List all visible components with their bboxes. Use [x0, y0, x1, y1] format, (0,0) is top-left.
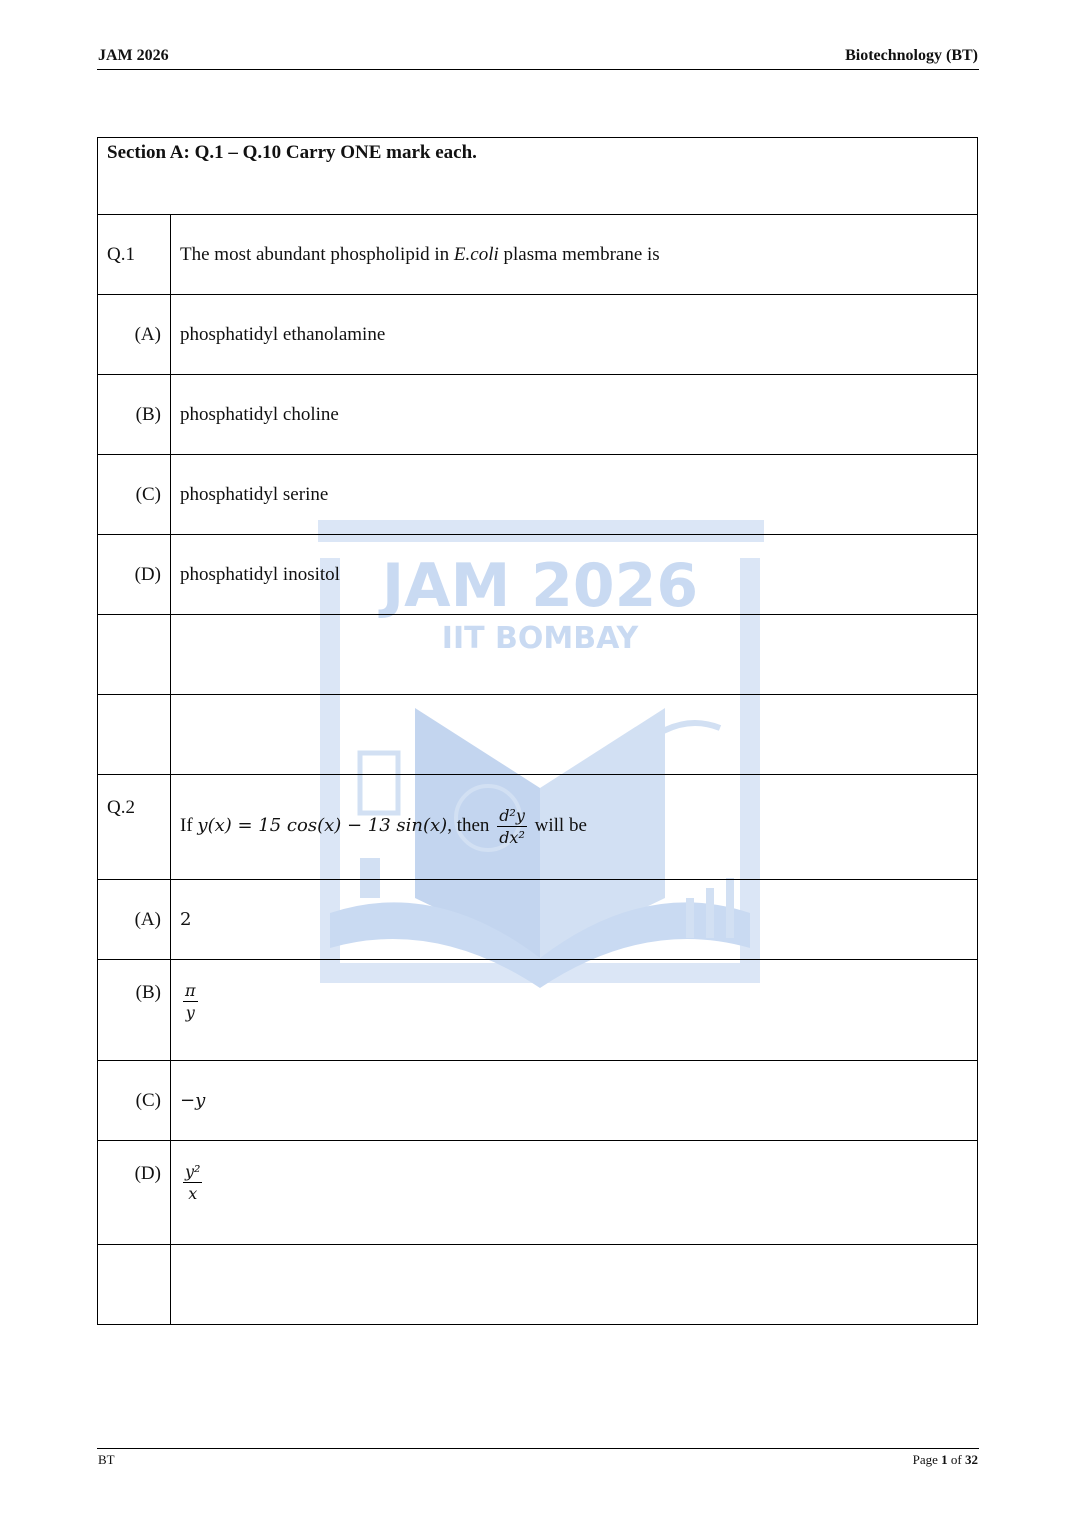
question-number: Q.2 [98, 775, 171, 880]
option-text: phosphatidyl serine [171, 455, 978, 535]
section-title: Section A: Q.1 – Q.10 Carry ONE mark each. [98, 138, 978, 215]
option-row [98, 960, 978, 1061]
derivative-fraction [497, 807, 527, 846]
section-row [98, 138, 978, 215]
blank-cell [171, 695, 978, 775]
question-text-part: will be [529, 815, 587, 837]
question-text-part: If [180, 815, 198, 837]
blank-cell [98, 1245, 171, 1325]
option-label: (D) [98, 1141, 171, 1245]
blank-cell [98, 615, 171, 695]
footer-page-number [913, 1452, 978, 1468]
blank-row [98, 615, 978, 695]
page-current: 1 [941, 1452, 948, 1467]
page-of: of [947, 1452, 965, 1467]
option-label: (D) [98, 535, 171, 615]
blank-cell [171, 1245, 978, 1325]
header-rule [97, 69, 979, 70]
footer-rule [97, 1448, 979, 1449]
question-text-part: The most abundant phospholipid in [180, 243, 454, 265]
question-text-italic: E.coli [453, 243, 499, 265]
option-text: phosphatidyl inositol [171, 535, 978, 615]
option-fraction [183, 1163, 202, 1202]
watermark-line1: JAM 2026 [381, 551, 699, 621]
option-label: (B) [98, 375, 171, 455]
fraction-numerator: y² [185, 1162, 201, 1181]
option-row [98, 535, 978, 615]
question-text-part: plasma membrane is [498, 243, 660, 265]
fraction-denominator: y [185, 1002, 195, 1022]
option-row [98, 375, 978, 455]
question-text [171, 215, 978, 295]
fraction-numerator: d²y [499, 806, 525, 826]
footer-paper-code: BT [98, 1452, 115, 1467]
option-row [98, 455, 978, 535]
option-label: (A) [98, 295, 171, 375]
option-value [171, 1141, 978, 1245]
question-number: Q.1 [98, 215, 171, 295]
blank-row [98, 1245, 978, 1325]
question-row-q2 [98, 775, 978, 880]
watermark-line2: IIT BOMBAY [441, 621, 639, 656]
option-text: phosphatidyl ethanolamine [171, 295, 978, 375]
page-total: 32 [965, 1452, 978, 1467]
option-value: −y [171, 1061, 978, 1141]
option-row [98, 1061, 978, 1141]
question-text-part: , then [447, 815, 495, 837]
option-fraction [183, 982, 198, 1021]
option-label: (C) [98, 1061, 171, 1141]
question-text [171, 775, 978, 880]
blank-cell [171, 615, 978, 695]
header-exam-title: JAM 2026 [98, 47, 169, 64]
option-row [98, 295, 978, 375]
blank-row [98, 695, 978, 775]
blank-cell [98, 695, 171, 775]
fraction-numerator: π [185, 981, 196, 1000]
option-label: (A) [98, 880, 171, 960]
fraction-denominator: x [188, 1183, 198, 1203]
option-label: (B) [98, 960, 171, 1061]
option-value: 2 [171, 880, 978, 960]
option-row [98, 880, 978, 960]
option-text: phosphatidyl choline [171, 375, 978, 455]
option-row [98, 1141, 978, 1245]
question-table [97, 137, 978, 1325]
option-value [171, 960, 978, 1061]
question-row-q1 [98, 215, 978, 295]
page-prefix: Page [912, 1452, 942, 1467]
option-label: (C) [98, 455, 171, 535]
header-subject: Biotechnology (BT) [845, 47, 978, 64]
equation: y(x) = 15 cos(x) − 13 sin(x) [197, 815, 448, 837]
fraction-denominator: dx² [499, 828, 525, 847]
